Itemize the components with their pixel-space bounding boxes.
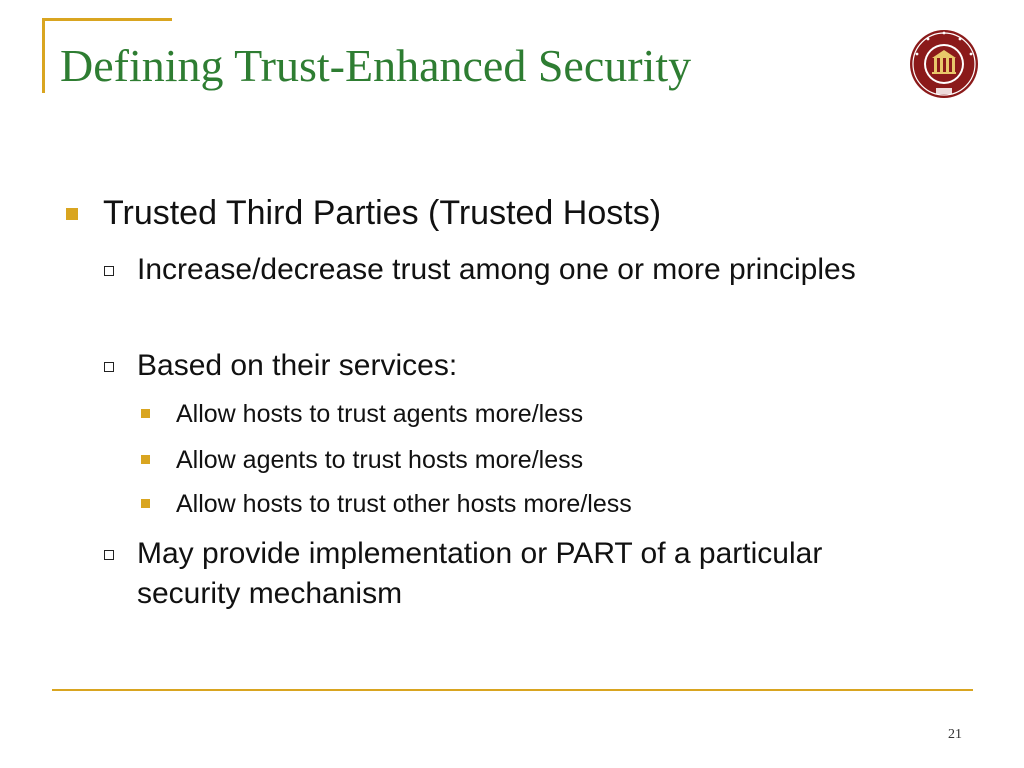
bullet-text: Trusted Third Parties (Trusted Hosts)	[103, 194, 662, 232]
bullet-text: Based on their services:	[137, 349, 458, 382]
bullet-text: Allow agents to trust hosts more/less	[176, 446, 584, 474]
bullet-level2	[104, 346, 904, 386]
bullet-text: May provide implementation or PART of a particular security mechanism	[137, 537, 823, 610]
page-number: 21	[948, 727, 962, 742]
hollow-square-bullet-icon	[104, 362, 114, 372]
square-bullet-icon	[66, 208, 78, 220]
title-corner-accent-horizontal	[42, 18, 172, 21]
bullet-level3	[141, 446, 901, 474]
bullet-level2	[104, 250, 904, 290]
bullet-text: Allow hosts to trust other hosts more/less	[176, 490, 632, 518]
hollow-square-bullet-icon	[104, 266, 114, 276]
square-bullet-icon	[141, 499, 150, 508]
bullet-level2	[104, 534, 904, 614]
hollow-square-bullet-icon	[104, 550, 114, 560]
fsu-seal-icon	[908, 28, 980, 100]
bullet-text: Increase/decrease trust among one or more principles	[137, 253, 856, 286]
footer-rule	[52, 689, 973, 691]
square-bullet-icon	[141, 455, 150, 464]
title-corner-accent-vertical	[42, 18, 45, 93]
bullet-text: Allow hosts to trust agents more/less	[176, 400, 584, 428]
bullet-level1	[66, 189, 946, 237]
slide-title: Defining Trust-Enhanced Security	[60, 40, 692, 91]
bullet-level3	[141, 400, 901, 428]
square-bullet-icon	[141, 409, 150, 418]
bullet-level3	[141, 490, 901, 518]
